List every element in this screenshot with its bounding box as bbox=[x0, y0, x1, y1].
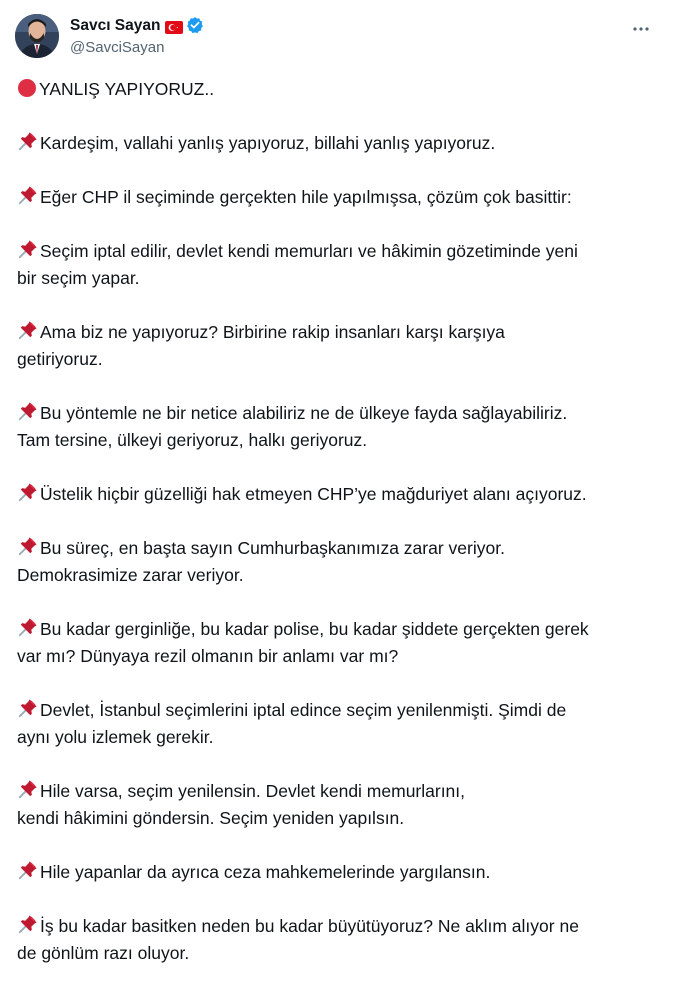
tweet-paragraph bbox=[17, 184, 667, 211]
pushpin-icon bbox=[17, 481, 39, 503]
tweet-paragraph bbox=[17, 616, 667, 670]
paragraph-text: İş bu kadar basitken neden bu kadar büyütüyoruz? Ne aklım alıyor ne de gönlüm razı oluyor. bbox=[17, 916, 579, 963]
pushpin-icon bbox=[17, 319, 39, 341]
paragraph-text: Üstelik hiçbir güzelliği hak etmeyen CHP’ye mağduriyet alanı açıyoruz. bbox=[40, 484, 587, 504]
pushpin-icon bbox=[17, 859, 39, 881]
tweet-paragraph bbox=[17, 238, 667, 292]
paragraph-text: Seçim iptal edilir, devlet kendi memurları ve hâkimin gözetiminde yeni bir seçim yapar. bbox=[17, 241, 578, 288]
tweet-text bbox=[17, 76, 667, 994]
tweet-paragraph bbox=[17, 859, 667, 886]
author-block bbox=[70, 15, 204, 58]
paragraph-text: Bu süreç, en başta sayın Cumhurbaşkanımıza zarar veriyor. Demokrasimize zarar veriyor. bbox=[17, 538, 505, 585]
pushpin-icon bbox=[17, 130, 39, 152]
pushpin-icon bbox=[17, 913, 39, 935]
tweet-paragraph bbox=[17, 697, 667, 751]
pushpin-icon bbox=[17, 184, 39, 206]
tweet-paragraph bbox=[17, 778, 667, 832]
paragraph-text: Hile varsa, seçim yenilensin. Devlet kendi memurlarını, kendi hâkimini göndersin. Seçim yeniden yapılsın. bbox=[17, 781, 466, 828]
pushpin-icon bbox=[17, 778, 39, 800]
pushpin-icon bbox=[17, 400, 39, 422]
tweet-paragraph bbox=[17, 481, 667, 508]
display-name[interactable]: Savcı Sayan bbox=[70, 16, 161, 34]
pushpin-icon bbox=[17, 616, 39, 638]
paragraph-text: Devlet, İstanbul seçimlerini iptal edince seçim yenilenmişti. Şimdi de aynı yolu izlemek gerekir. bbox=[17, 700, 567, 747]
avatar[interactable] bbox=[15, 14, 59, 58]
paragraph-text: Kardeşim, vallahi yanlış yapıyoruz, billahi yanlış yapıyoruz. bbox=[40, 133, 496, 153]
turkey-flag-icon bbox=[165, 19, 183, 32]
paragraph-text: Ama biz ne yapıyoruz? Birbirine rakip insanları karşı karşıya getiriyoruz. bbox=[17, 322, 505, 369]
paragraph-text: Hile yapanlar da ayrıca ceza mahkemelerinde yargılansın. bbox=[40, 862, 491, 882]
paragraph-text: Bu yöntemle ne bir netice alabiliriz ne de ülkeye fayda sağlayabiliriz. Tam tersine, ülkeyi geriyoruz, halkı geriyoruz. bbox=[17, 403, 568, 450]
tweet-paragraph bbox=[17, 130, 667, 157]
tweet-paragraph bbox=[17, 319, 667, 373]
more-options-icon[interactable] bbox=[626, 14, 656, 44]
pushpin-icon bbox=[17, 697, 39, 719]
name-row bbox=[70, 15, 204, 35]
tweet-headline bbox=[17, 76, 667, 103]
tweet-paragraph bbox=[17, 535, 667, 589]
tweet-paragraph bbox=[17, 400, 667, 454]
tweet-paragraph bbox=[17, 913, 667, 967]
verified-badge-icon[interactable] bbox=[186, 16, 204, 34]
paragraph-text: Bu kadar gerginliğe, bu kadar polise, bu kadar şiddete gerçekten gerek var mı? Dünyaya rezil olmanın bir anlamı var mı? bbox=[17, 619, 589, 666]
paragraph-text: Eğer CHP il seçiminde gerçekten hile yapılmışsa, çözüm çok basittir: bbox=[40, 187, 572, 207]
red-circle-icon bbox=[17, 78, 37, 98]
headline-text: YANLIŞ YAPIYORUZ.. bbox=[39, 79, 215, 99]
pushpin-icon bbox=[17, 535, 39, 557]
pushpin-icon bbox=[17, 238, 39, 260]
handle[interactable]: @SavciSayan bbox=[70, 39, 165, 56]
